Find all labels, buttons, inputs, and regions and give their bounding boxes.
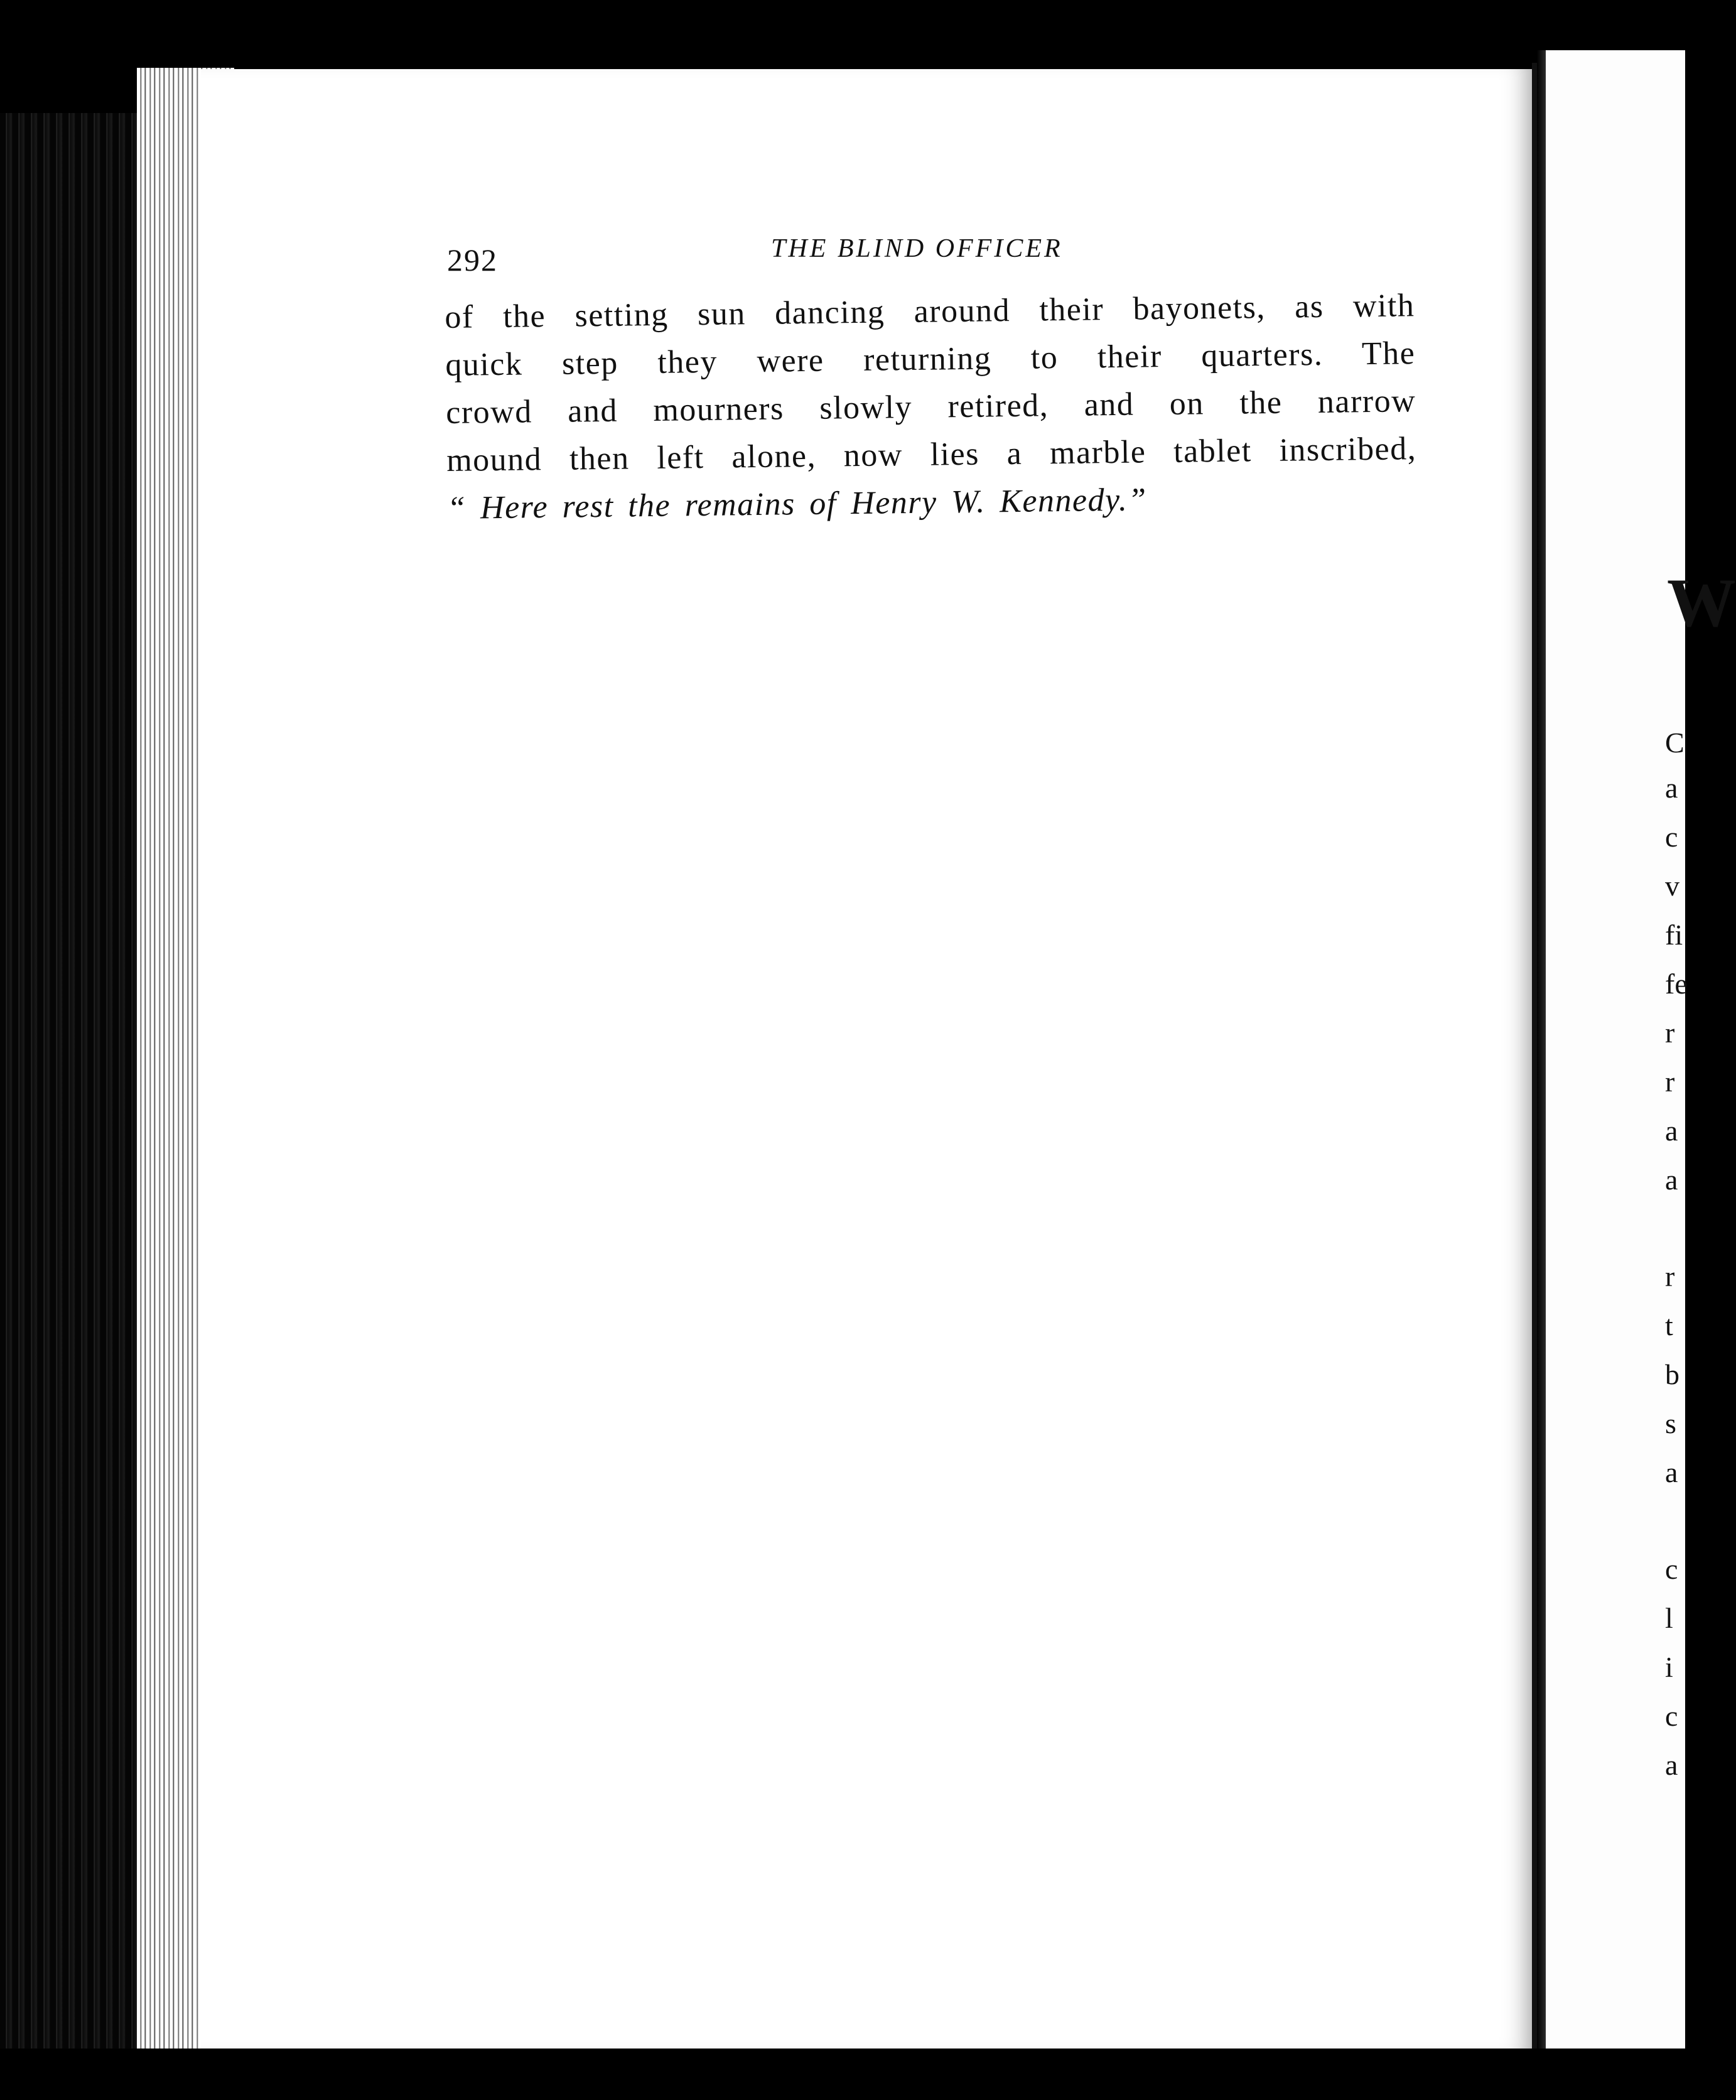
facing-page-letter: r (1665, 1017, 1675, 1049)
facing-page-letter: a (1665, 1164, 1678, 1196)
facing-page-letter: a (1665, 772, 1678, 804)
facing-page-letter: v (1665, 870, 1679, 902)
facing-page-drop-initial: W (1667, 565, 1736, 641)
text-line: of the setting sun dancing around their bayonets, as with (445, 288, 1415, 335)
facing-page-letter: a (1665, 1456, 1678, 1488)
facing-page-letter: c (1665, 1553, 1678, 1585)
facing-page (1546, 50, 1685, 2060)
facing-page-letter: r (1665, 1066, 1675, 1098)
scan-bottom-border (0, 2049, 1685, 2100)
facing-page-letter: fe (1665, 968, 1688, 1000)
inscription-line: “ Here rest the remains of Henry W. Kennedy.” (446, 482, 1148, 526)
facing-page-letter: fi (1665, 919, 1683, 951)
facing-page-letter: s (1665, 1407, 1676, 1439)
facing-page-letter: t (1665, 1309, 1673, 1341)
facing-page-letter: a (1665, 1115, 1678, 1147)
facing-page-letter: c (1665, 1700, 1678, 1732)
page-gutter-shadow (1532, 63, 1537, 2060)
body-paragraph (445, 282, 1418, 533)
facing-page-letter: C (1665, 727, 1685, 759)
text-line: mound then left alone, now lies a marble tablet inscribed, (446, 431, 1417, 479)
facing-page-letter: b (1665, 1358, 1679, 1390)
facing-page-letter: l (1665, 1602, 1673, 1634)
running-head-title: THE BLIND OFFICER (771, 234, 1063, 263)
facing-page-letter: i (1665, 1651, 1673, 1683)
text-line: crowd and mourners slowly retired, and on the narrow (445, 383, 1416, 431)
text-line: quick step they were returning to their quarters. The (445, 335, 1416, 383)
page-number: 292 (447, 242, 498, 278)
facing-page-letter: a (1665, 1749, 1678, 1781)
book-binding-edge (0, 113, 141, 2100)
facing-page-letter: r (1665, 1260, 1675, 1292)
facing-page-letter: c (1665, 821, 1678, 853)
